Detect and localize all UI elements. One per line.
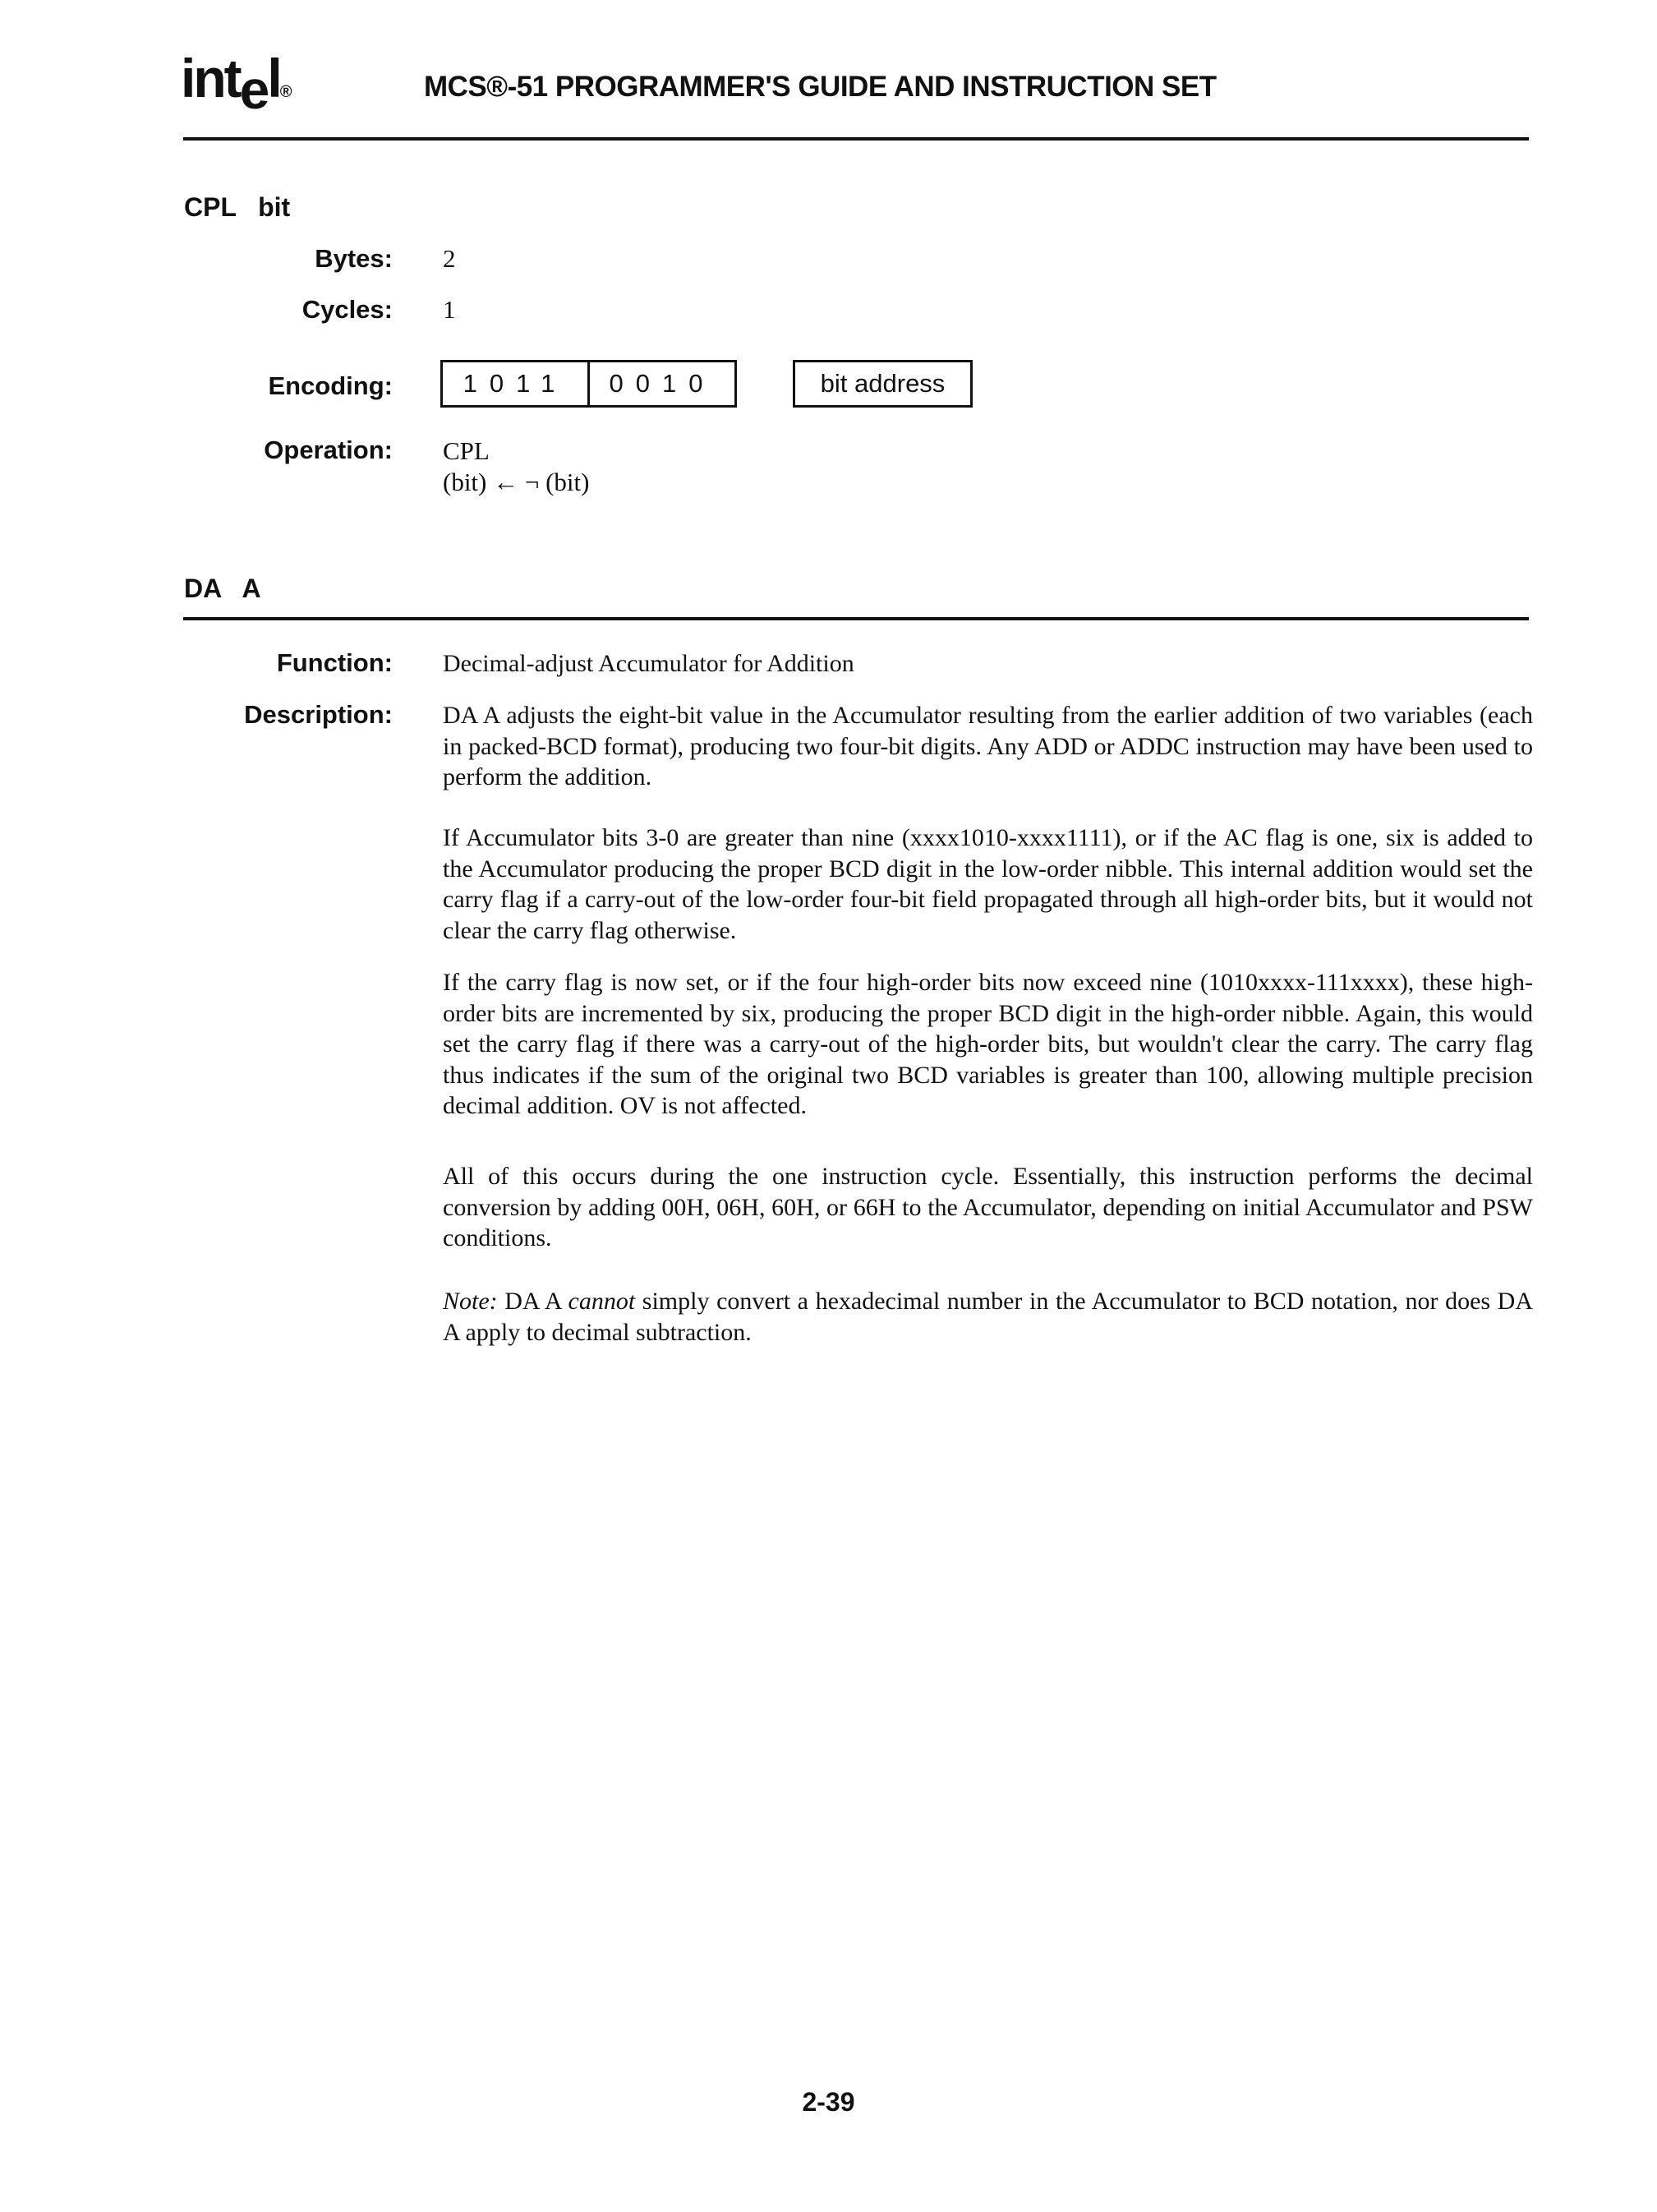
note-text: DA A [497, 1288, 568, 1315]
bytes-label: Bytes: [315, 244, 393, 273]
description-label: Description: [244, 700, 393, 729]
cycles-value: 1 [443, 295, 456, 324]
intel-logo: intel® [181, 48, 292, 120]
description-paragraph: DA A adjusts the eight-bit value in the Accumulator resulting from the earlier addition of two variables (each in packed-BCD format), producing two four-bit digits. Any ADD or ADDC instruction may have been used to perform the addition. [443, 702, 1533, 790]
description-paragraph: If the carry flag is now set, or if the four high-order bits now exceed nine (1010xxxx-111xxxx), these high-order bits are incremented by six, producing the proper BCD digit in the high-order nibble. Again, this would set the carry flag if there was a carry-out of the high-order bits, but wouldn't clear the carry. The carry flag thus indicates if the sum of the original two BCD variables is greater than 100, allowing multiple precision decimal addition. OV is not affected. [443, 969, 1533, 1119]
cpl-bit-heading: CPL bit [184, 192, 291, 222]
description-paragraph: If Accumulator bits 3-0 are greater than nine (xxxx1010-xxxx1111), or if the AC flag is one, six is added to the Accumulator producing the proper BCD digit in the low-order nibble. This internal addition would set the carry flag if a carry-out of the low-order four-bit field propagated through all high-order bits, but it would not clear the carry flag otherwise. [443, 824, 1533, 944]
encoding-nibble-low: 0010 [587, 362, 734, 405]
encoding-opcode-box [440, 360, 737, 408]
bytes-value: 2 [443, 244, 456, 273]
encoding-nibble-high: 1011 [463, 369, 568, 398]
page-number: 2-39 [802, 2087, 855, 2117]
description-paragraph: All of this occurs during the one instruction cycle. Essentially, this instruction performs the decimal conversion by adding 00H, 06H, 60H, or 66H to the Accumulator, depending on initial Accumulator and PSW conditions. [443, 1163, 1533, 1251]
operation-line: (bit) ← ¬ (bit) [443, 468, 590, 496]
note-paragraph [443, 1286, 1533, 1348]
encoding-label: Encoding: [268, 371, 393, 400]
operation-label: Operation: [264, 435, 393, 464]
function-label: Function: [276, 648, 393, 677]
operation-text [443, 435, 589, 498]
da-a-heading: DA A [184, 574, 261, 603]
note-text: simply convert a hexadecimal number in the Accumulator to BCD notation, nor does DA A apply to decimal subtraction. [443, 1288, 1534, 1346]
cycles-label: Cycles: [301, 295, 393, 324]
note-label: Note: [443, 1288, 498, 1315]
page-title: MCS®-51 PROGRAMMER'S GUIDE AND INSTRUCTION SET [424, 71, 1217, 103]
header-divider [183, 137, 1529, 141]
note-emphasis: cannot [568, 1288, 636, 1315]
encoding-operand: bit address [820, 369, 946, 398]
encoding-operand-box [793, 360, 973, 408]
operation-line: CPL [443, 436, 490, 465]
function-text: Decimal-adjust Accumulator for Addition [443, 650, 854, 677]
section-divider [183, 617, 1529, 620]
